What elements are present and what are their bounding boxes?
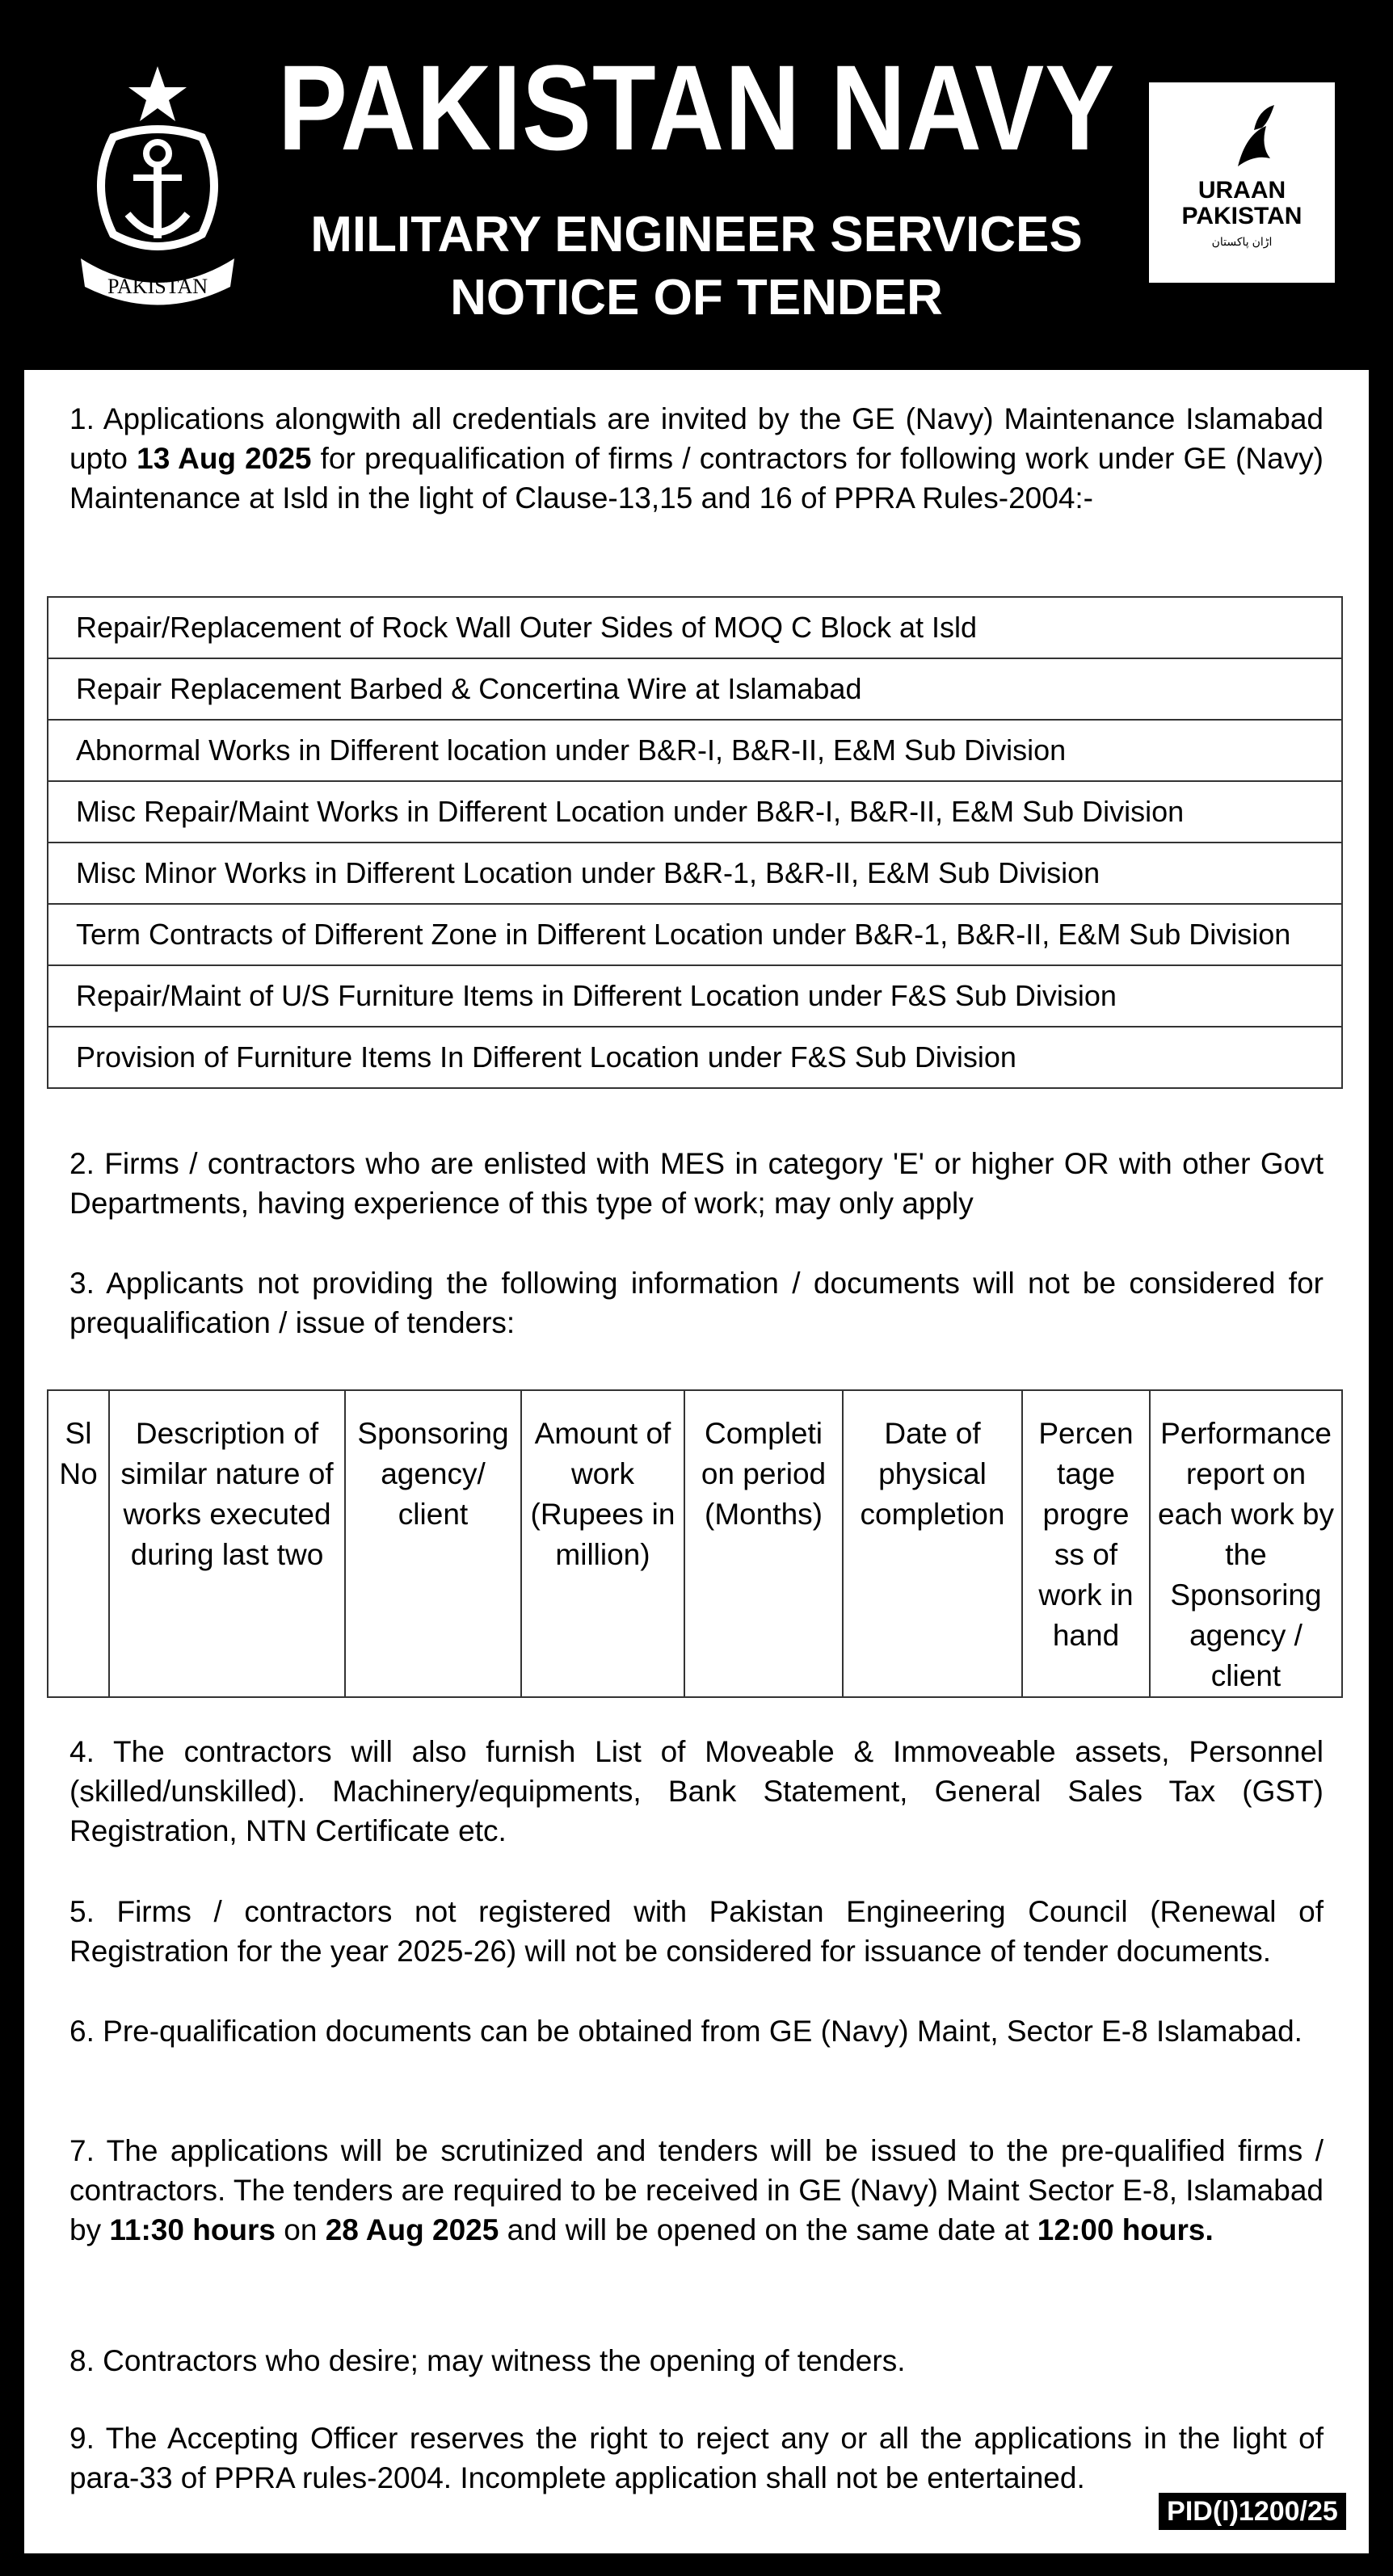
- works-table: [47, 596, 1343, 1089]
- work-item: Misc Repair/Maint Works in Different Location under B&R-I, B&R-II, E&M Sub Division: [48, 781, 1342, 843]
- column-header: Description of similar nature of works executed during last two: [109, 1390, 345, 1697]
- notice-header: [0, 0, 1393, 370]
- logo-line-1: URAAN: [1197, 177, 1286, 204]
- bird-icon: [1230, 102, 1278, 174]
- table-row: [48, 904, 1342, 965]
- para-8: 8. Contractors who desire; may witness the opening of tenders.: [69, 2344, 906, 2377]
- table-header-row: [48, 1390, 1342, 1697]
- para-7: 7. The applications will be scrutinized and tenders will be issued to the pre-qualified firms / contractors. The tenders are required to be received in GE (Navy) Maint Sector E-8, Islamabad by 11:30 hours on 28 Aug 2025 and will be opened on the same date at 12:00 hours.: [69, 2134, 1324, 2246]
- para-4: 4. The contractors will also furnish List of Moveable & Immoveable assets, Personnel (skilled/unskilled). Machinery/equipments, Bank Statement, General Sales Tax (GST) Registration, NTN Certificate etc.: [69, 1735, 1324, 1847]
- column-header: Performance report on each work by the Sponsoring agency / client: [1150, 1390, 1342, 1697]
- table-row: [48, 720, 1342, 781]
- page-title: PAKISTAN NAVY: [277, 40, 1116, 175]
- work-item: Misc Minor Works in Different Location under B&R-1, B&R-II, E&M Sub Division: [48, 843, 1342, 904]
- opening-time: 12:00 hours.: [1037, 2213, 1214, 2246]
- para-3: 3. Applicants not providing the following information / documents will not be considered for prequalification / issue of tenders:: [69, 1267, 1324, 1339]
- svg-text:PAKISTAN: PAKISTAN: [107, 275, 208, 298]
- department-subtitle: MILITARY ENGINEER SERVICES: [310, 207, 1083, 263]
- column-header: Sl No: [48, 1390, 109, 1697]
- deadline-date: 13 Aug 2025: [137, 442, 312, 475]
- submission-time: 11:30 hours: [109, 2213, 276, 2246]
- para-5: 5. Firms / contractors not registered with Pakistan Engineering Council (Renewal of Registration for the year 2025-26) will not be considered for issuance of tender documents.: [69, 1895, 1324, 1968]
- work-item: Repair/Maint of U/S Furniture Items in Different Location under F&S Sub Division: [48, 965, 1342, 1027]
- table-row: [48, 843, 1342, 904]
- column-header: Percen tage progre ss of work in hand: [1022, 1390, 1150, 1697]
- table-row: [48, 965, 1342, 1027]
- table-row: [48, 781, 1342, 843]
- para-2: 2. Firms / contractors who are enlisted with MES in category 'E' or higher OR with other Govt Departments, having experience of this type of work; may only apply: [69, 1147, 1324, 1220]
- work-item: Provision of Furniture Items In Different Location under F&S Sub Division: [48, 1027, 1342, 1088]
- logo-tagline: اڑان پاکستان: [1211, 235, 1273, 248]
- table-row: [48, 597, 1342, 658]
- pid-badge: PID(I)1200/25: [1159, 2493, 1346, 2530]
- para-6: 6. Pre-qualification documents can be obtained from GE (Navy) Maint, Sector E-8 Islamabad.: [69, 2015, 1303, 2048]
- column-header: Date of physical completion: [843, 1390, 1022, 1697]
- column-header: Amount of work (Rupees in million): [521, 1390, 684, 1697]
- para-1: 1. Applications alongwith all credentials are invited by the GE (Navy) Maintenance Islamabad upto 13 Aug 2025 for prequalification of firms / contractors for following work under GE (Navy) Maintenance at Isld in the light of Clause-13,15 and 16 of PPRA Rules-2004:-: [69, 402, 1324, 515]
- table-row: [48, 1027, 1342, 1088]
- work-item: Repair Replacement Barbed & Concertina Wire at Islamabad: [48, 658, 1342, 720]
- uraan-pakistan-logo: [1149, 82, 1335, 283]
- column-header: Completi on period (Months): [684, 1390, 843, 1697]
- table-row: [48, 658, 1342, 720]
- notice-subtitle: NOTICE OF TENDER: [450, 270, 943, 326]
- notice-body: [24, 370, 1369, 2553]
- requirements-table: [47, 1389, 1343, 1698]
- para-9: 9. The Accepting Officer reserves the right to reject any or all the applications in the light of para-33 of PPRA rules-2004. Incomplete application shall not be entertained.: [69, 2422, 1324, 2494]
- work-item: Repair/Replacement of Rock Wall Outer Sides of MOQ C Block at Isld: [48, 597, 1342, 658]
- submission-date: 28 Aug 2025: [325, 2213, 499, 2246]
- logo-line-2: PAKISTAN: [1181, 203, 1303, 229]
- work-item: Term Contracts of Different Zone in Different Location under B&R-1, B&R-II, E&M Sub Division: [48, 904, 1342, 965]
- work-item: Abnormal Works in Different location under B&R-I, B&R-II, E&M Sub Division: [48, 720, 1342, 781]
- column-header: Sponsoring agency/ client: [345, 1390, 521, 1697]
